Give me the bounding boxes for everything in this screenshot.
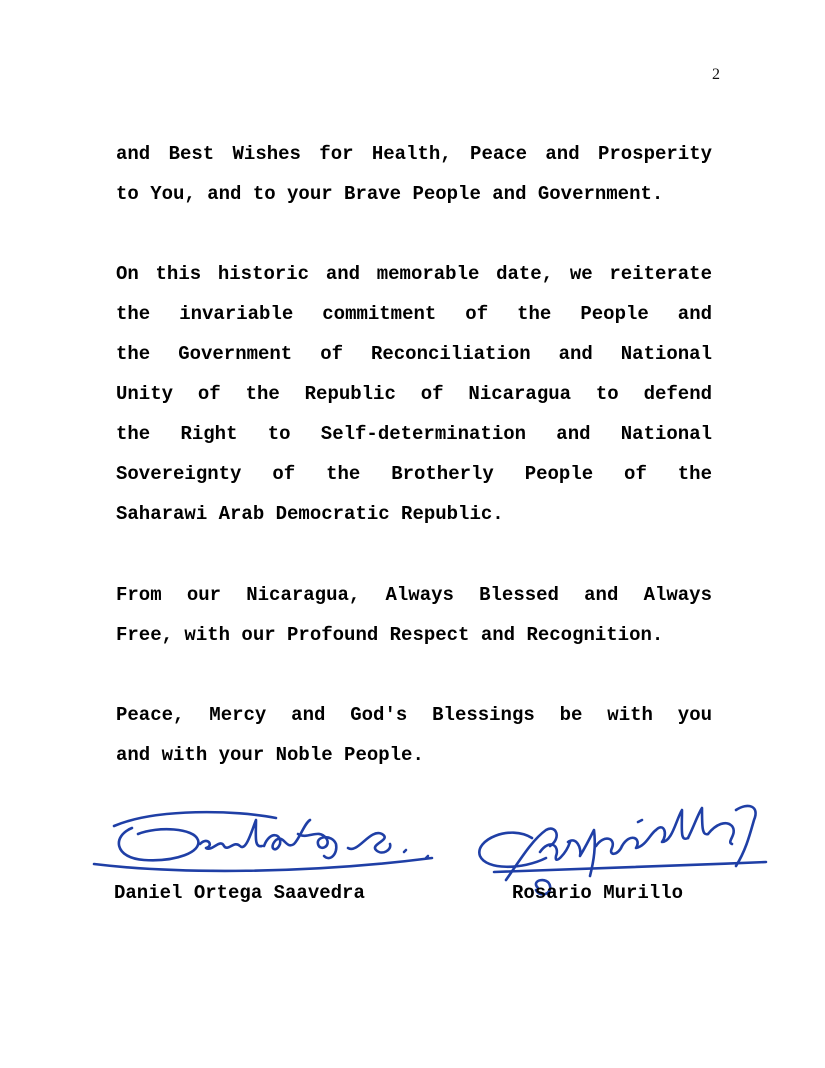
text-line: the Government of Reconciliation and National xyxy=(116,343,712,365)
paragraph-blessings xyxy=(116,695,712,775)
text-line: Peace, Mercy and God's Blessings be with you xyxy=(116,704,712,726)
text-line: Sovereignty of the Brotherly People of the xyxy=(116,463,712,485)
signer-name-daniel-ortega: Daniel Ortega Saavedra xyxy=(114,882,365,904)
text-line: Free, with our Profound Respect and Recognition. xyxy=(116,624,664,646)
text-line: and Best Wishes for Health, Peace and Prosperity xyxy=(116,143,712,165)
signature-daniel-ortega xyxy=(86,800,446,885)
text-line: to You, and to your Brave People and Government. xyxy=(116,183,664,205)
text-line: the Right to Self-determination and National xyxy=(116,423,712,445)
signature-strokes xyxy=(94,812,432,871)
paragraph-commitment xyxy=(116,254,712,534)
text-line: From our Nicaragua, Always Blessed and Always xyxy=(116,584,712,606)
text-line: the invariable commitment of the People and xyxy=(116,303,712,325)
text-line: Unity of the Republic of Nicaragua to defend xyxy=(116,383,712,405)
signer-name-rosario-murillo: Rosario Murillo xyxy=(512,882,684,904)
text-line: and with your Noble People. xyxy=(116,744,424,766)
text-line: On this historic and memorable date, we reiterate xyxy=(116,263,712,285)
page-number: 2 xyxy=(712,66,720,83)
paragraph-nicaragua xyxy=(116,575,712,655)
paragraph-wishes xyxy=(116,134,712,214)
text-line: Saharawi Arab Democratic Republic. xyxy=(116,503,504,525)
